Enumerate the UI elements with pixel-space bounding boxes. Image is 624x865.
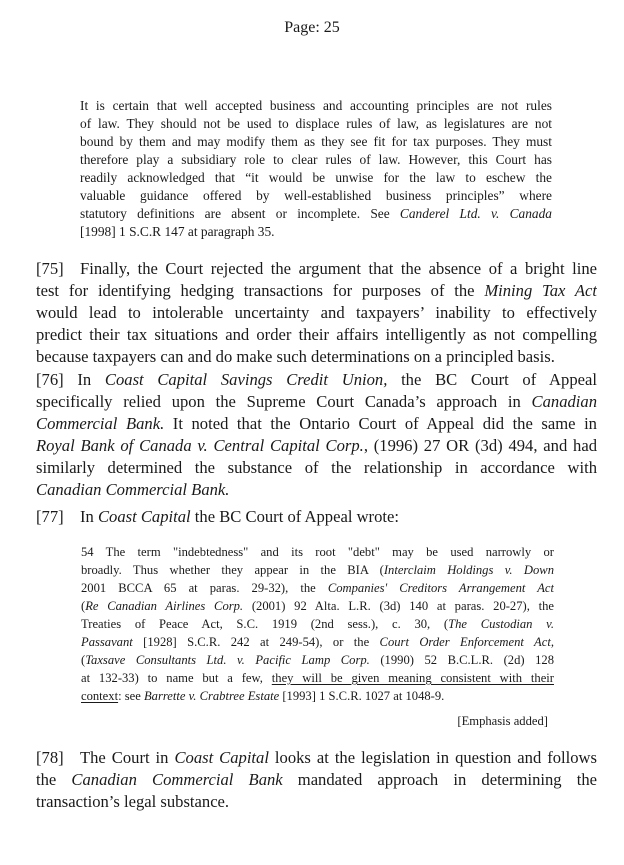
quote-text: (1990) 52 B.C.L.R. (2d) 128 (369, 653, 554, 667)
case-citation: Commercial Bank. (36, 414, 165, 433)
quote-text: ( (81, 599, 86, 613)
quote-line: bound by them and may modify them as they see fit for tax purposes. They must (80, 134, 552, 149)
quote-line (81, 633, 554, 651)
para-text: It noted that the Ontario Court of Appeal did the same in (164, 414, 597, 433)
emphasized-text: context (81, 689, 119, 703)
quote-text: Treaties of Peace Act, S.C. 1919 (2nd sess.), c. 30, ( (81, 617, 449, 631)
case-citation: Coast Capital (174, 748, 269, 767)
para-text: , (1996) 27 OR (3d) 494, and had (363, 436, 597, 455)
paragraph-number: [78] (36, 748, 64, 767)
emphasized-text: they will be given meaning consistent with their (271, 671, 554, 685)
case-citation: Passavant (81, 635, 133, 649)
case-citation: Coast Capital (97, 507, 191, 526)
case-citation: Canadian Commercial Bank (71, 770, 283, 789)
statute-name: Mining Tax Act (484, 281, 597, 300)
para-line: would lead to intolerable uncertainty and taxpayers’ inability to effectively (36, 303, 597, 322)
case-citation: The Custodian v. (448, 617, 554, 631)
paragraph-number: [77] (36, 507, 64, 526)
statute-name: Companies' Creditors Arrangement Act (327, 581, 554, 595)
para-text: the (36, 770, 72, 789)
para-line (36, 258, 597, 280)
quote-line: of law. They should not be used to displace rules of law, as legislatures are not (80, 116, 552, 131)
quote-line (81, 651, 554, 669)
para-line (36, 769, 597, 791)
paragraph-number: [75] (36, 259, 64, 278)
case-citation: Taxsave Consultants Ltd. v. Pacific Lamp Corp. (85, 653, 370, 667)
case-citation: Barrette v. Crabtree Estate (143, 689, 280, 703)
case-citation: Royal Bank of Canada v. Central Capital Corp. (36, 436, 364, 455)
quote-line (81, 687, 554, 705)
paragraph-77 (36, 506, 597, 528)
para-line: predict their tax situations and order their affairs intelligently as not compelling (36, 325, 597, 344)
quote-text: : see (118, 689, 144, 703)
page-number: Page: 25 (284, 19, 340, 36)
quote-line: 54 The term "indebtedness" and its root "debt" may be used narrowly or (81, 545, 554, 559)
para-text: the BC Court of Appeal (387, 370, 597, 389)
emphasis-note: [Emphasis added] (457, 714, 548, 728)
para-line (36, 479, 597, 501)
para-line (36, 369, 597, 391)
para-text: Finally, the Court rejected the argument that the absence of a bright line (80, 259, 597, 278)
case-citation: Canderel Ltd. v. Canada (399, 206, 552, 221)
para-line (36, 391, 597, 413)
quote-text: [1928] S.C.R. 242 at 249-54), or the (132, 635, 380, 649)
quote-line: valuable guidance offered by well-established business principles” where (80, 188, 552, 203)
quote-text: broadly. Thus whether they appear in the BIA ( (81, 563, 384, 577)
quote-line: It is certain that well accepted business and accounting principles are not rules (80, 98, 552, 113)
quote-text: at 132-33) to name but a few, (81, 671, 272, 685)
para-line: similarly determined the substance of the relationship in accordance with (36, 458, 597, 477)
case-citation: Coast Capital Savings Credit Union, (104, 370, 388, 389)
para-line (36, 747, 597, 769)
para-line: transaction’s legal substance. (36, 792, 230, 811)
para-text: the BC Court of Appeal wrote: (190, 507, 399, 526)
quote-text: (2001) 92 Alta. L.R. (3d) 140 at paras. 20-27), the (243, 599, 554, 613)
case-citation: Canadian (531, 392, 597, 411)
para-line (36, 413, 597, 435)
quote-text: statutory definitions are absent or incomplete. See (80, 206, 400, 221)
quote-line (80, 205, 552, 223)
quote-line (81, 669, 554, 687)
quote-text: 2001 BCCA 65 at paras. 29-32), the (81, 581, 328, 595)
para-text: The Court in (80, 748, 175, 767)
quote-line: therefore play a subsidiary role to clear rules of law. However, this Court has (80, 152, 552, 167)
case-citation: Re Canadian Airlines Corp. (85, 599, 244, 613)
quote-line (81, 597, 554, 615)
quote-line (81, 561, 554, 579)
para-text: specifically relied upon the Supreme Court Canada’s approach in (36, 392, 532, 411)
statute-name: Court Order Enforcement Act, (379, 635, 554, 649)
para-text: mandated approach in determining the (282, 770, 597, 789)
para-text: test for identifying hedging transactions for purposes of the (36, 281, 485, 300)
quote-text: ( (81, 653, 86, 667)
quote-line: [1998] 1 S.C.R 147 at paragraph 35. (80, 224, 275, 239)
case-citation: Interclaim Holdings v. Down (383, 563, 554, 577)
quote-line (81, 579, 554, 597)
para-line: because taxpayers can and do make such determinations on a principled basis. (36, 347, 555, 366)
quote-text: [1993] 1 S.C.R. 1027 at 1048-9. (279, 689, 445, 703)
para-text: In (80, 507, 98, 526)
para-text: In (77, 370, 105, 389)
para-line (36, 435, 597, 457)
para-line (36, 280, 597, 302)
quote-line (81, 615, 554, 633)
quote-line: readily acknowledged that “it would be unwise for the law to eschew the (80, 170, 552, 185)
para-text: looks at the legislation in question and follows (268, 748, 597, 767)
paragraph-number: [76] (36, 370, 64, 389)
case-citation: Canadian Commercial Bank. (36, 480, 230, 499)
